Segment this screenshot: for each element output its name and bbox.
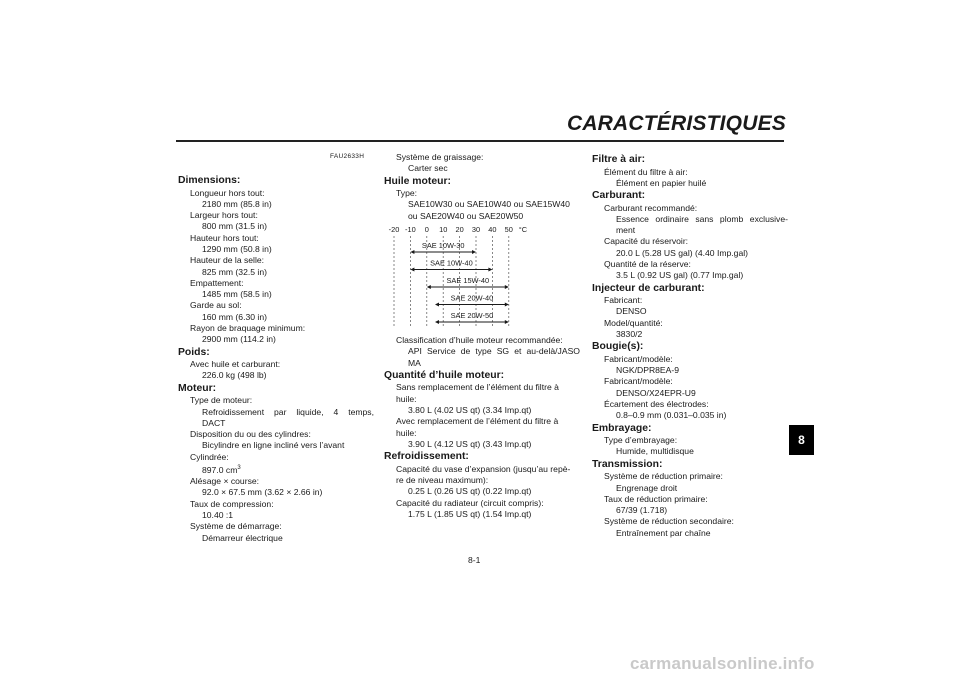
spec-label: Fabricant:: [604, 295, 643, 306]
spec-value: 2180 mm (85.8 in): [202, 198, 272, 209]
page-title: CARACTÉRISTIQUES: [566, 112, 786, 135]
spec-label: Capacité du vase d’expansion (jusqu’au repè-: [396, 463, 571, 474]
spec-label: Model/quantité:: [604, 317, 663, 328]
range-arrow-left: [435, 302, 439, 306]
spec-label: Système de réduction primaire:: [604, 471, 723, 482]
spec-label: Longueur hors tout:: [190, 187, 265, 198]
spec-value: Essence ordinaire sans plomb exclusive-: [616, 213, 788, 224]
series-label: SAE 10W-40: [430, 258, 473, 268]
spec-value: 160 mm (6.30 in): [202, 311, 267, 322]
spec-value: 3.90 L (4.12 US qt) (3.43 Imp.qt): [408, 438, 532, 449]
spec-label: Type d’embrayage:: [604, 435, 678, 446]
spec-value: Élément en papier huilé: [616, 177, 707, 188]
spec-label: Hauteur hors tout:: [190, 232, 259, 243]
tick-label: 0: [424, 224, 429, 234]
spec-label: huile:: [396, 393, 417, 404]
engine-heading: Moteur:: [178, 382, 217, 394]
spec-value: SAE10W30 ou SAE10W40 ou SAE15W40: [408, 199, 570, 210]
spec-value: ment: [616, 225, 636, 236]
spec-value: DENSO: [616, 306, 647, 317]
spec-value: NGK/DPR8EA-9: [616, 365, 680, 376]
oil-viscosity-chart: [384, 223, 544, 331]
spec-label: Largeur hors tout:: [190, 210, 258, 221]
spec-value: 3.80 L (4.02 US qt) (3.34 Imp.qt): [408, 404, 532, 415]
spec-label: Système de démarrage:: [190, 521, 282, 532]
unit-label: °C: [518, 224, 528, 234]
spec-label: Carburant recommandé:: [604, 202, 698, 213]
series-label: SAE 20W-40: [450, 293, 494, 303]
spec-value: 20.0 L (5.28 US gal) (4.40 Imp.gal): [616, 247, 748, 258]
oil-quantity-heading: Quantité d’huile moteur:: [384, 369, 505, 381]
spec-value: DENSO/X24EPR-U9: [616, 387, 696, 398]
spec-label: Capacité du radiateur (circuit compris):: [396, 497, 544, 508]
spec-label: Avec huile et carburant:: [190, 359, 281, 370]
spec-label: Fabricant/modèle:: [604, 353, 673, 364]
cooling-heading: Refroidissement:: [384, 451, 469, 463]
injector-heading: Injecteur de carburant:: [592, 282, 705, 294]
spec-label: Capacité du réservoir:: [604, 236, 689, 247]
tick-label: 20: [455, 224, 464, 234]
spec-value: DACT: [202, 417, 226, 428]
spec-label: Taux de réduction primaire:: [604, 493, 708, 504]
displacement-value: 897.0 cm: [202, 464, 238, 475]
spec-label: Taux de compression:: [190, 498, 274, 509]
range-arrow-left: [410, 267, 414, 271]
range-arrow-right: [505, 320, 509, 324]
tick-label: 10: [439, 224, 448, 234]
spec-label: Classification d’huile moteur recommandée:: [396, 334, 563, 345]
spec-label: Empattement:: [190, 277, 244, 288]
spec-label: Sans remplacement de l’élément du filtre à: [396, 382, 559, 393]
range-arrow-left: [427, 285, 431, 289]
spec-label: Élément du filtre à air:: [604, 166, 688, 177]
spec-value: 3830/2: [616, 329, 643, 340]
spec-label: Rayon de braquage minimum:: [190, 323, 306, 334]
spec-value: 1290 mm (50.8 in): [202, 243, 272, 254]
range-arrow-right: [472, 250, 476, 254]
spec-column-1: [178, 174, 374, 544]
tick-label: 40: [488, 224, 497, 234]
range-arrow-left: [410, 250, 414, 254]
chapter-tab: 8: [789, 425, 814, 455]
tick-label: 50: [504, 224, 513, 234]
spec-value: 226.0 kg (498 lb): [202, 370, 267, 381]
spec-column-3: [592, 153, 788, 539]
spec-value: [178, 463, 374, 476]
series-label: SAE 10W-30: [421, 240, 465, 250]
spec-label: Type de moteur:: [190, 395, 253, 406]
spec-label: Type:: [396, 188, 418, 199]
spec-value: 825 mm (32.5 in): [202, 266, 267, 277]
weight-heading: Poids:: [178, 346, 210, 358]
spec-label: Système de réduction secondaire:: [604, 516, 734, 527]
spec-value: API Service de type SG et au-delà/JASO: [408, 346, 580, 357]
spec-value: MA: [408, 357, 421, 368]
spec-label: Fabricant/modèle:: [604, 376, 673, 387]
spec-label: re de niveau maximum):: [396, 474, 489, 485]
spec-value: 2900 mm (114.2 in): [202, 334, 276, 345]
spec-label: huile:: [396, 427, 417, 438]
range-arrow-right: [488, 267, 492, 271]
reference-code: FAU2633H: [330, 153, 365, 160]
spec-label: Cylindrée:: [190, 451, 229, 462]
spec-value: 3.5 L (0.92 US gal) (0.77 Imp.gal): [616, 270, 744, 281]
spec-value: Entraînement par chaîne: [616, 527, 711, 538]
engine-oil-heading: Huile moteur:: [384, 175, 451, 187]
spec-value: Refroidissement par liquide, 4 temps,: [202, 406, 374, 417]
spec-value: 67/39 (1.718): [616, 505, 668, 516]
page-number: 8-1: [468, 555, 481, 565]
spec-value: ou SAE20W40 ou SAE20W50: [408, 210, 524, 221]
fuel-heading: Carburant:: [592, 190, 646, 202]
spec-label: Alésage × course:: [190, 476, 260, 487]
spec-value: Démarreur électrique: [202, 532, 283, 543]
spec-value: 0.8–0.9 mm (0.031–0.035 in): [616, 410, 727, 421]
spec-label: Quantité de la réserve:: [604, 259, 691, 270]
spec-value: Bicylindre en ligne incliné vers l’avant: [202, 440, 345, 451]
spark-plug-heading: Bougie(s):: [592, 341, 644, 353]
spec-value: 10.40 :1: [202, 510, 234, 521]
spec-label: Système de graissage:: [396, 152, 484, 162]
spec-value: Carter sec: [408, 163, 448, 174]
spec-label: Garde au sol:: [190, 300, 242, 311]
tick-label: -20: [388, 224, 400, 234]
series-label: SAE 20W-50: [450, 310, 494, 320]
spec-column-2: [384, 152, 580, 520]
series-label: SAE 15W-40: [446, 275, 490, 285]
spec-label: Avec remplacement de l’élément du filtre à: [396, 416, 559, 427]
tick-label: 30: [471, 224, 481, 234]
range-arrow-left: [435, 320, 439, 324]
title-divider: [176, 140, 784, 142]
watermark: carmanualsonline.info: [630, 654, 815, 673]
transmission-heading: Transmission:: [592, 458, 663, 470]
clutch-heading: Embrayage:: [592, 422, 652, 434]
spec-value: 1.75 L (1.85 US qt) (1.54 Imp.qt): [408, 508, 532, 519]
range-arrow-right: [505, 302, 509, 306]
spec-value: Humide, multidisque: [616, 446, 694, 457]
spec-value: 1485 mm (58.5 in): [202, 289, 272, 300]
spec-value: 0.25 L (0.26 US qt) (0.22 Imp.qt): [408, 486, 532, 497]
spec-value: 92.0 × 67.5 mm (3.62 × 2.66 in): [202, 487, 323, 498]
air-filter-heading: Filtre à air:: [592, 154, 646, 165]
tick-label: -10: [405, 224, 416, 234]
dimensions-heading: Dimensions:: [178, 175, 241, 186]
spec-label: Disposition du ou des cylindres:: [190, 429, 311, 440]
spec-value: Engrenage droit: [616, 482, 678, 493]
displacement-superscript: 3: [237, 465, 241, 472]
spec-value: 800 mm (31.5 in): [202, 221, 267, 232]
spec-label: Hauteur de la selle:: [190, 255, 265, 266]
spec-label: Écartement des électrodes:: [604, 399, 709, 410]
range-arrow-right: [505, 285, 509, 289]
